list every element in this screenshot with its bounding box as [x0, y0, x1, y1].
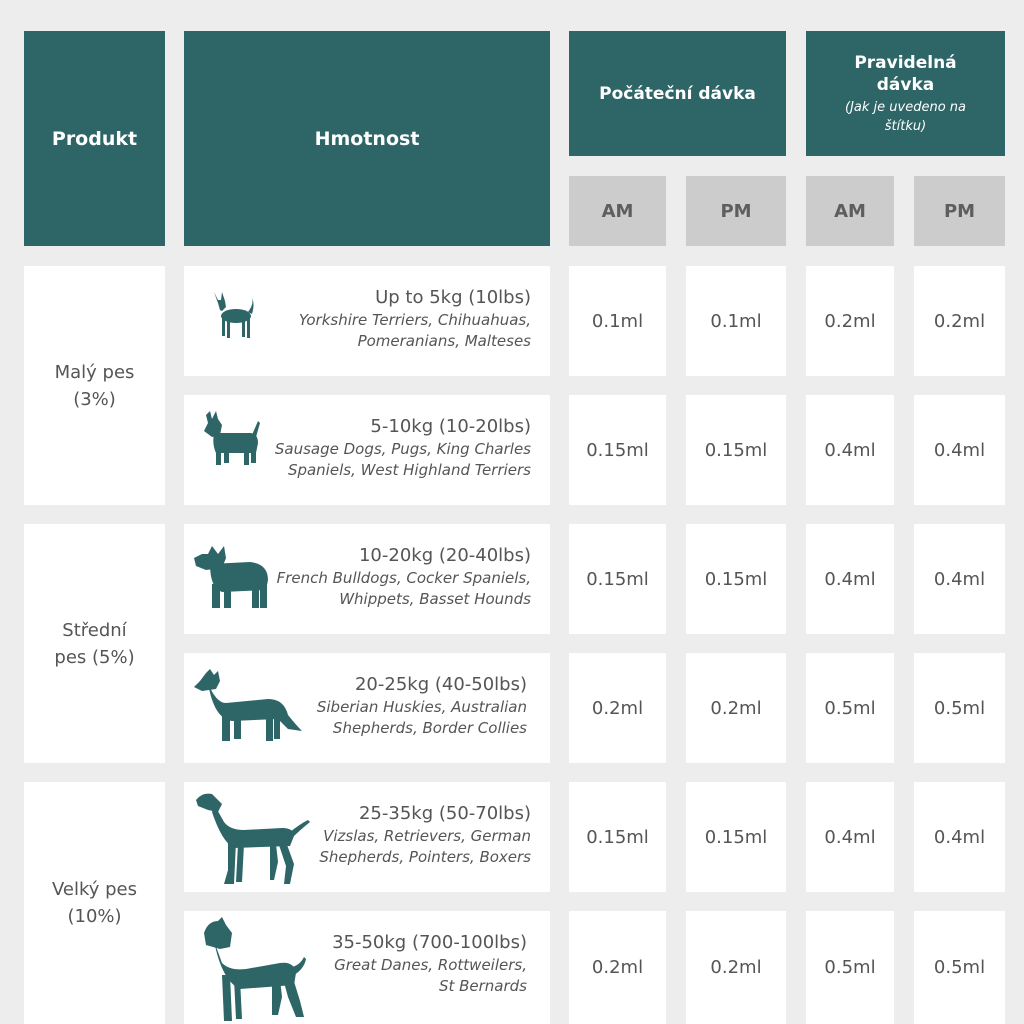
initial-am-value: 0.15ml [569, 782, 666, 892]
initial-pm-value: 0.15ml [686, 782, 786, 892]
product-name: Velký pes [51, 879, 138, 900]
breed-line: Great Danes, Rottweilers, [334, 956, 527, 974]
breed-line: Yorkshire Terriers, Chihuahuas, [298, 311, 531, 329]
breed-line: Siberian Huskies, Australian [316, 698, 527, 716]
regular-pm-value: 0.4ml [914, 524, 1005, 634]
product-name: Střední [62, 619, 127, 641]
regular-pm-value: 0.5ml [914, 911, 1005, 1024]
regular-dose-header [806, 31, 1005, 156]
breed-line: Vizslas, Retrievers, German [323, 827, 531, 845]
initial-am-value: 0.2ml [569, 911, 666, 1024]
product-name: Malý pes [54, 361, 135, 383]
weight-cell [184, 911, 550, 1024]
initial-am-value: 0.15ml [569, 524, 666, 634]
weight-header [184, 31, 550, 246]
initial-am-value: 0.1ml [569, 266, 666, 376]
regular-am-header: AM [806, 176, 894, 246]
breed-line: St Bernards [438, 977, 527, 995]
initial-pm-value: 0.15ml [686, 395, 786, 505]
regular-pm-header: PM [914, 176, 1005, 246]
weight-range: 20-25kg (40-50lbs) [354, 674, 527, 695]
product-percentage: pes (5%) [54, 646, 135, 668]
breed-line: Spaniels, West Highland Terriers [287, 461, 531, 479]
product-percentage: (10%) [67, 906, 122, 927]
regular-am-value: 0.4ml [806, 395, 894, 505]
weight-range: 25-35kg (50-70lbs) [358, 803, 531, 824]
breed-line: Shepherds, Pointers, Boxers [319, 848, 531, 866]
weight-range: 10-20kg (20-40lbs) [358, 545, 531, 566]
product-medium-dog [24, 524, 165, 763]
weight-cell [184, 266, 550, 376]
regular-dose-note: (Jak je uvedeno na štítku) [845, 99, 966, 134]
regular-am-value: 0.4ml [806, 524, 894, 634]
regular-pm-value: 0.2ml [914, 266, 1005, 376]
weight-cell [184, 782, 550, 892]
weight-header-label: Hmotnost [314, 127, 420, 150]
regular-pm-value: 0.5ml [914, 653, 1005, 763]
regular-am-value: 0.5ml [806, 911, 894, 1024]
initial-pm-value: 0.1ml [686, 266, 786, 376]
initial-dose-label: Počáteční dávka [599, 83, 756, 104]
breed-line: Shepherds, Border Collies [332, 719, 527, 737]
weight-range: Up to 5kg (10lbs) [375, 287, 531, 308]
weight-range: 5-10kg (10-20lbs) [370, 416, 531, 437]
weight-cell [184, 653, 550, 763]
weight-cell [184, 395, 550, 505]
initial-am-header: AM [569, 176, 666, 246]
weight-range: 35-50kg (700-100lbs) [332, 932, 527, 953]
breed-line: Whippets, Basset Hounds [339, 590, 531, 608]
initial-dose-header [569, 31, 786, 156]
product-header-label: Produkt [51, 127, 138, 150]
breed-line: Sausage Dogs, Pugs, King Charles [274, 440, 531, 458]
breed-line: Pomeranians, Malteses [357, 332, 531, 350]
initial-pm-value: 0.2ml [686, 911, 786, 1024]
regular-dose-label: Pravidelná dávka [854, 52, 957, 95]
chihuahua-icon [210, 290, 256, 340]
regular-pm-value: 0.4ml [914, 395, 1005, 505]
product-header [24, 31, 165, 246]
regular-am-value: 0.2ml [806, 266, 894, 376]
regular-am-value: 0.4ml [806, 782, 894, 892]
initial-pm-value: 0.15ml [686, 524, 786, 634]
product-small-dog [24, 266, 165, 505]
regular-pm-value: 0.4ml [914, 782, 1005, 892]
initial-am-value: 0.15ml [569, 395, 666, 505]
initial-pm-value: 0.2ml [686, 653, 786, 763]
weight-cell [184, 524, 550, 634]
breed-line: French Bulldogs, Cocker Spaniels, [276, 569, 531, 587]
initial-am-value: 0.2ml [569, 653, 666, 763]
product-percentage: (3%) [73, 388, 116, 410]
product-large-dog [24, 782, 165, 1024]
regular-am-value: 0.5ml [806, 653, 894, 763]
initial-pm-header: PM [686, 176, 786, 246]
